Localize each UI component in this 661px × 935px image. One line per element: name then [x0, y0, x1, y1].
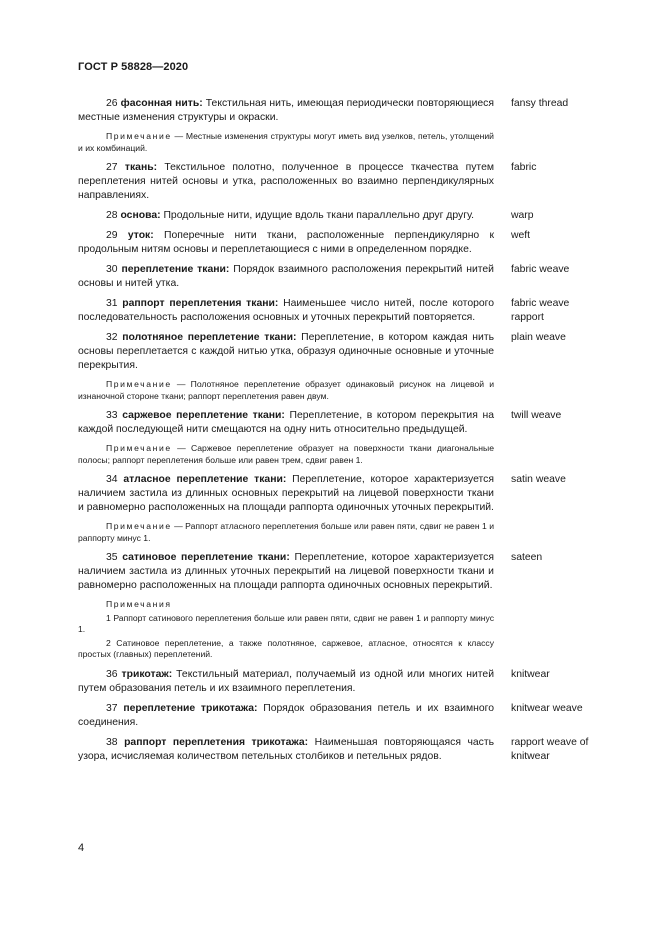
term-entry-30	[78, 263, 598, 291]
term-text	[78, 331, 494, 373]
term-number: 31	[106, 298, 118, 309]
term-text	[78, 229, 494, 257]
term-entry-38	[78, 736, 598, 764]
page-number: 4	[78, 842, 85, 854]
term-english: fabric weave	[511, 264, 570, 275]
note-text: — Раппорт атласного переплетения больше или равен пяти, сдвиг не равен 1 и раппорту минус 1.	[78, 521, 495, 543]
term-text	[78, 551, 494, 593]
note-item-1: 1 Раппорт сатинового переплетения больше или равен пяти, сдвиг не равен 1 и раппорту минус 1.	[78, 612, 494, 634]
term-entry-28	[78, 209, 598, 223]
term-number: 26	[106, 98, 118, 109]
note-label: Примечание	[106, 443, 172, 453]
term-text	[78, 473, 494, 515]
note-label: Примечание	[106, 379, 172, 389]
term-definition: Наименьшая повторяющаяся часть узора, исчисляемая количеством петельных столбиков и петельных рядов.	[78, 736, 495, 762]
term-definition: Порядок взаимного расположения перекрытий нитей основы и нитей утка.	[78, 264, 494, 289]
term-text	[78, 97, 494, 125]
note-26	[78, 131, 494, 154]
term-name: основа:	[120, 210, 161, 221]
term-text	[78, 409, 494, 437]
term-english: knitwear weave	[511, 702, 583, 714]
term-text	[78, 263, 494, 291]
term-entry-29	[78, 229, 598, 257]
term-definition: Порядок образования петель и их взаимного соединения.	[78, 702, 494, 728]
term-name: ткань:	[124, 162, 158, 173]
term-text	[78, 297, 494, 325]
document-header: ГОСТ Р 58828—2020	[78, 61, 189, 73]
term-english: sateen	[511, 552, 543, 563]
term-entry-32	[78, 331, 598, 373]
term-number: 38	[106, 736, 118, 748]
term-definition: Текстильный материал, получаемый из одной или многих нитей путем образования петель и их взаимного переплетения.	[78, 668, 494, 694]
notes-35	[78, 599, 494, 661]
term-number: 36	[106, 668, 118, 680]
note-34	[78, 521, 494, 544]
term-name: саржевое переплетение ткани:	[122, 410, 285, 421]
term-entry-34	[78, 473, 598, 515]
note-33	[78, 443, 494, 466]
term-definition: Переплетение, которое характеризуется наличием застила из длинных основных перекрытий на лицевой поверхности ткани и равномерно расположенных на площади раппорта одиночных уточных перекрытий.	[78, 474, 494, 513]
term-definition: Переплетение, в котором каждая нить основы переплетается с каждой нитью утка, образуя одиночные основные и уточные перекрытия.	[78, 332, 495, 371]
term-definition: Переплетение, которое характеризуется наличием застила из длинных уточных перекрытий на лицевой поверхности ткани и равномерно расположенных на площади раппорта одиночных основных перекрытий.	[78, 552, 495, 591]
term-name: раппорт переплетения трикотажа:	[124, 736, 309, 748]
term-name: переплетение ткани:	[121, 264, 230, 275]
term-definition: Переплетение, в котором перекрытия на каждой последующей нити смещаются на одну нить относительно предыдущей.	[78, 410, 495, 435]
note-text: — Полотняное переплетение образует одинаковый рисунок на лицевой и изнаночной стороне ткани; раппорт переплетения равен двум.	[78, 379, 495, 401]
term-english: fabric weave rapport	[511, 298, 570, 323]
term-name: трикотаж:	[121, 668, 173, 680]
term-english: warp	[511, 210, 534, 221]
note-text: — Местные изменения структуры могут иметь вид узелков, петель, утолщений и их комбинаций.	[78, 131, 494, 153]
note-item-2: 2 Сатиновое переплетение, а также полотняное, саржевое, атласное, относятся к классу простых (главных) переплетений.	[78, 637, 494, 659]
term-text	[78, 668, 494, 696]
term-entry-36	[78, 668, 598, 696]
note-32	[78, 379, 494, 402]
notes-heading: Примечания	[106, 599, 172, 609]
term-entry-37	[78, 702, 598, 730]
term-english: rapport weave of knitwear	[511, 736, 589, 762]
term-number: 32	[106, 332, 118, 343]
term-name: атласное переплетение ткани:	[123, 474, 287, 485]
terms-list	[78, 97, 598, 770]
term-number: 33	[106, 410, 118, 421]
term-entry-31	[78, 297, 598, 325]
term-english: fabric	[511, 162, 537, 173]
term-definition: Текстильное полотно, полученное в процессе ткачества путем переплетения нитей основы и утка, расположенных во взаимно перпендикулярных направлениях.	[78, 162, 494, 201]
term-english: knitwear	[511, 668, 550, 680]
term-number: 27	[106, 162, 118, 173]
term-number: 28	[106, 210, 118, 221]
term-number: 30	[106, 264, 118, 275]
term-english: satin weave	[511, 474, 566, 485]
term-name: раппорт переплетения ткани:	[122, 298, 279, 309]
term-entry-33	[78, 409, 598, 437]
term-number: 34	[106, 474, 118, 485]
term-name: переплетение трикотажа:	[123, 702, 258, 714]
term-text	[78, 161, 494, 203]
term-name: фасонная нить:	[120, 98, 203, 109]
term-text	[78, 736, 494, 764]
term-name: полотняное переплетение ткани:	[122, 332, 297, 343]
term-definition: Наименьшее число нитей, после которого последовательность расположения основных и уточных перекрытий повторяется.	[78, 298, 494, 323]
term-definition: Поперечные нити ткани, расположенные перпендикулярно к продольным нитям основы и переплетающиеся с ними в определенном порядке.	[78, 230, 495, 255]
term-name: сатиновое переплетение ткани:	[122, 552, 290, 563]
term-english: plain weave	[511, 332, 566, 343]
term-definition: Продольные нити, идущие вдоль ткани параллельно друг другу.	[163, 210, 475, 221]
note-label: Примечание	[106, 131, 172, 141]
term-entry-35	[78, 551, 598, 593]
term-number: 29	[106, 230, 118, 241]
term-number: 35	[106, 552, 118, 563]
term-entry-26	[78, 97, 598, 125]
term-english: weft	[511, 230, 531, 241]
term-number: 37	[106, 702, 118, 714]
term-definition: Текстильная нить, имеющая периодически повторяющиеся местные изменения структуры и окраски.	[78, 98, 494, 123]
term-text	[78, 209, 494, 223]
term-name: уток:	[127, 230, 154, 241]
term-english: twill weave	[511, 410, 562, 421]
term-entry-27	[78, 161, 598, 203]
term-text	[78, 702, 494, 730]
term-english: fansy thread	[511, 98, 569, 109]
note-label: Примечание	[106, 521, 172, 531]
note-text: — Саржевое переплетение образует на поверхности ткани диагональные полосы; раппорт переплетения больше или равен трем, сдвиг равен 1.	[78, 443, 494, 465]
